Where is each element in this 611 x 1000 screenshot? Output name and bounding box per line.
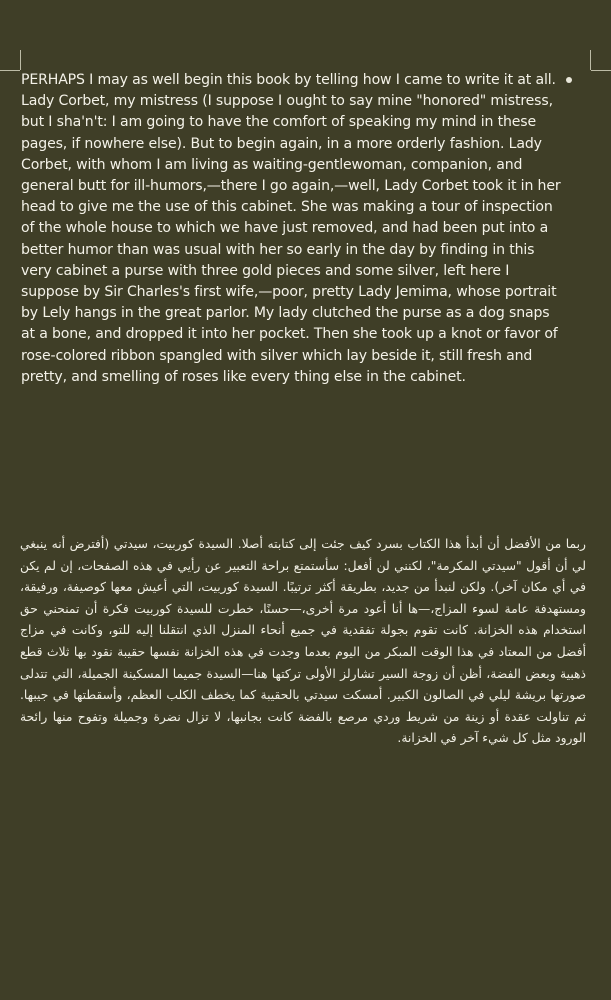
crop-mark-left-horizontal [0,70,20,71]
english-paragraph: PERHAPS I may as well begin this book by telling how I came to write it at all. Lady Corbet, my mistress (I suppose I ought to say mine "honored" mistress, but I sha'n't: I am going to have the comfort of speaking my mind in these pages, if nowhere else). But to begin again, in a more orderly fashion. Lady Corbet, with whom I am living as waiting-gentlewoman, companion, and general butt for ill-humors,—there I go again,—well, Lady Corbet took it in her head to give me the use of this cabinet. She was making a tour of inspection of the whole house to which we have just removed, and had been put into a better humor than was usual with her so early in the day by finding in this very cabinet a purse with three gold pieces and some silver, left here I suppose by Sir Charles's first wife,—poor, pretty Lady Jemima, whose portrait by Lely hangs in the great parlor. My lady clutched the purse as a dog snaps at a bone, and dropped it into her pocket. Then she took up a knot or favor of rose-colored ribbon spangled with silver which lay beside it, still fresh and pretty, and smelling of roses like every thing else in the cabinet. [21,72,561,385]
crop-mark-right-horizontal [591,70,611,71]
crop-mark-left-vertical [20,50,21,70]
bullet-dot-icon [566,77,572,83]
crop-mark-right-vertical [590,50,591,70]
arabic-paragraph: ربما من الأفضل أن أبدأ هذا الكتاب بسرد كيف جئت إلى كتابته أصلا. السيدة كوربيت، سيدتي (أفترض أنه ينبغي لي أن أقول "سيدتي المكرمة"، لكنني لن أفعل: سأستمتع براحة التعبير عن رأيي في هذه الصفحات، إن لم يكن في أي مكان آخر). ولكن لنبدأ من جديد، بطريقة أكثر ترتيبًا. السيدة كوربيت، التي أعيش معها كوصيفة، ورفيقة، ومستهدفة عامة لسوء المزاج،—ها أنا أعود مرة أخرى،—حسنًا، خطرت للسيدة كوربيت فكرة أن تمنحني حق استخدام هذه الخزانة. كانت تقوم بجولة تفقدية في جميع أنحاء المنزل الذي انتقلنا إليه للتو، وكانت في مزاج أفضل من المعتاد في هذا الوقت المبكر من اليوم بعدما وجدت في هذه الخزانة نفسها حقيبة نقود بها ثلاث قطع ذهبية وبعض الفضة، أظن أن زوجة السير تشارلز الأولى تركتها هنا—السيدة جميما المسكينة الجميلة، التي تتدلى صورتها بريشة ليلي في الصالون الكبير. أمسكت سيدتي بالحقيبة كما يخطف الكلب العظم، وأسقطتها في جيبها. ثم تناولت عقدة أو زينة من شريط وردي مرصع بالفضة كانت بجانبها، لا تزال نضرة وجميلة وتفوح منها رائحة الورود مثل كل شيء آخر في الخزانة. [20,537,586,746]
